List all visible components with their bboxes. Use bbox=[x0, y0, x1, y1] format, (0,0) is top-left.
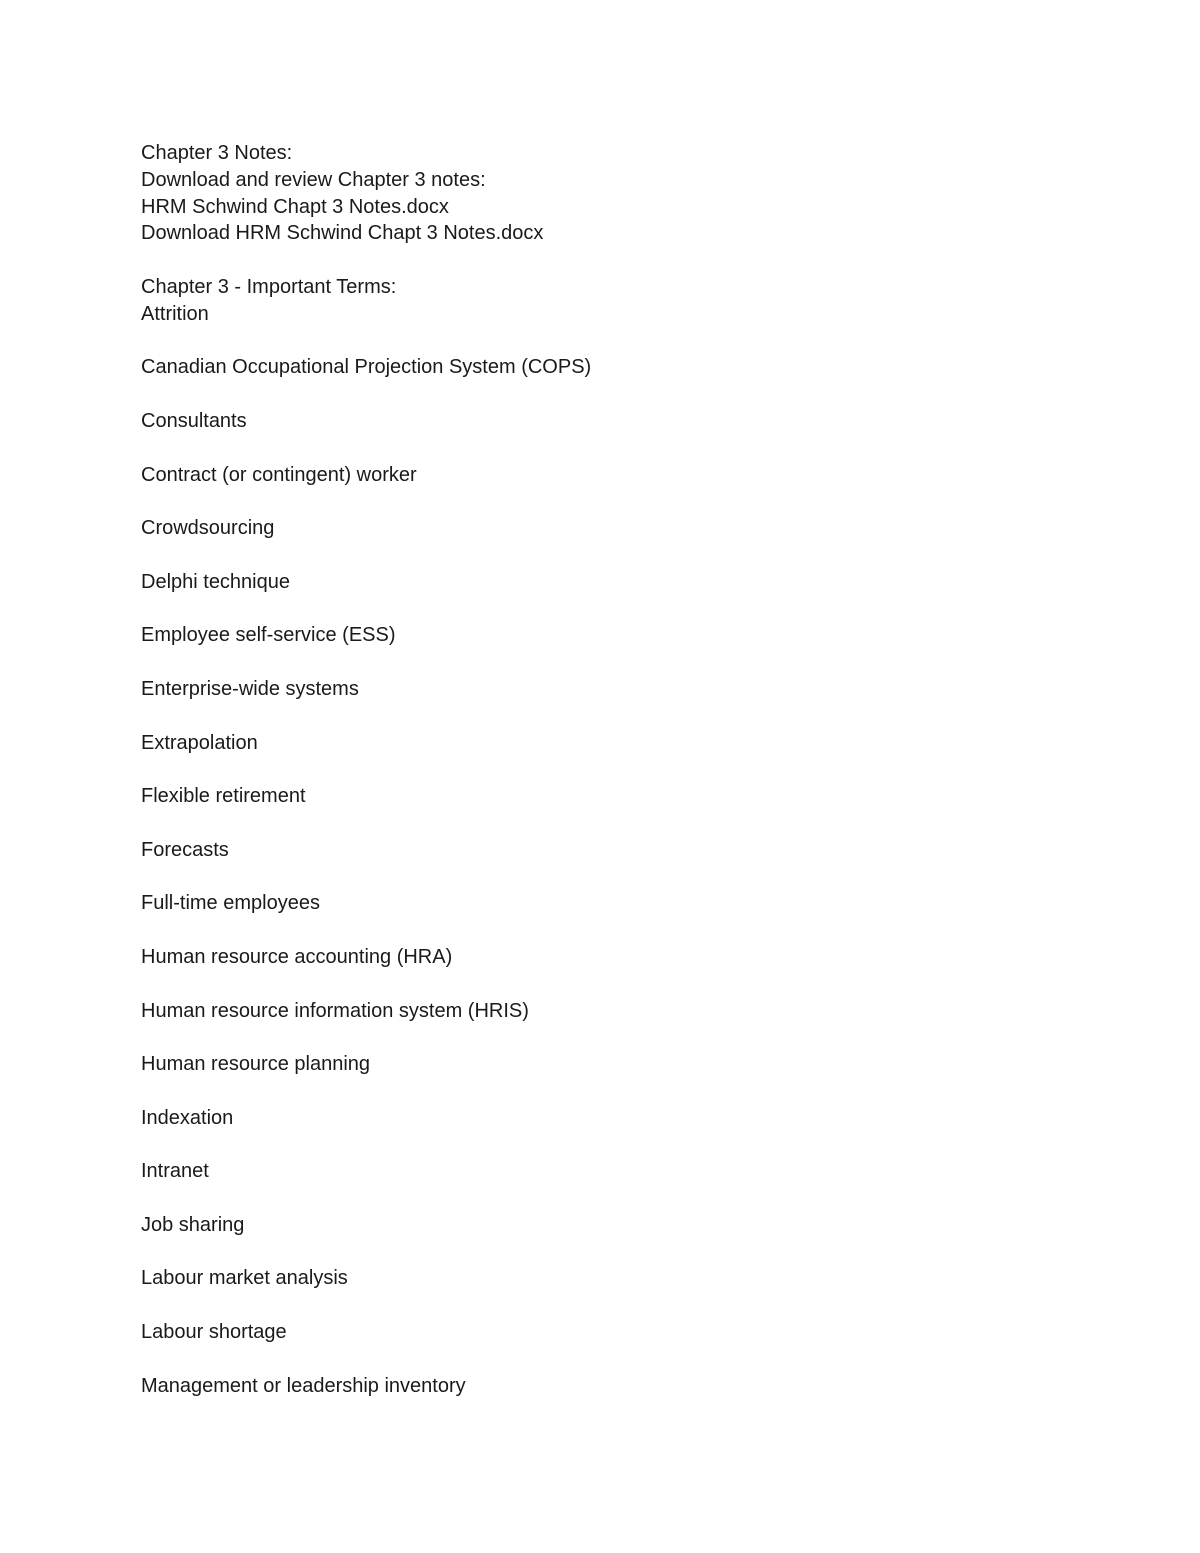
term-item: Human resource planning bbox=[141, 1053, 371, 1076]
term-item: Canadian Occupational Projection System (COPS) bbox=[141, 356, 592, 379]
terms-heading: Chapter 3 - Important Terms: bbox=[141, 275, 397, 298]
term-item: Labour market analysis bbox=[141, 1267, 348, 1290]
term-item: Delphi technique bbox=[141, 570, 290, 593]
spacer bbox=[141, 247, 1101, 274]
term-item: Extrapolation bbox=[141, 731, 258, 754]
notes-download-link[interactable]: Download HRM Schwind Chapt 3 Notes.docx bbox=[141, 222, 544, 245]
term-item: Intranet bbox=[141, 1160, 209, 1183]
term-item: Crowdsourcing bbox=[141, 517, 275, 540]
term-item: Consultants bbox=[141, 409, 247, 432]
term-item: Indexation bbox=[141, 1106, 234, 1129]
term-item: Full-time employees bbox=[141, 892, 320, 915]
terms-list bbox=[141, 301, 1101, 1400]
term-item: Human resource accounting (HRA) bbox=[141, 945, 453, 968]
term-item: Enterprise-wide systems bbox=[141, 677, 359, 700]
term-item: Contract (or contingent) worker bbox=[141, 463, 417, 486]
notes-heading: Chapter 3 Notes: bbox=[141, 142, 293, 164]
term-item: Management or leadership inventory bbox=[141, 1374, 466, 1397]
document-page bbox=[141, 140, 1101, 1426]
term-item: Labour shortage bbox=[141, 1321, 287, 1344]
term-item: Human resource information system (HRIS) bbox=[141, 999, 529, 1022]
term-item: Attrition bbox=[141, 302, 209, 325]
term-item: Flexible retirement bbox=[141, 785, 306, 808]
notes-instruction: Download and review Chapter 3 notes: bbox=[141, 168, 486, 191]
term-item: Job sharing bbox=[141, 1213, 245, 1236]
notes-file-link[interactable]: HRM Schwind Chapt 3 Notes.docx bbox=[141, 195, 449, 218]
term-item: Employee self-service (ESS) bbox=[141, 624, 396, 647]
term-item: Forecasts bbox=[141, 838, 229, 861]
